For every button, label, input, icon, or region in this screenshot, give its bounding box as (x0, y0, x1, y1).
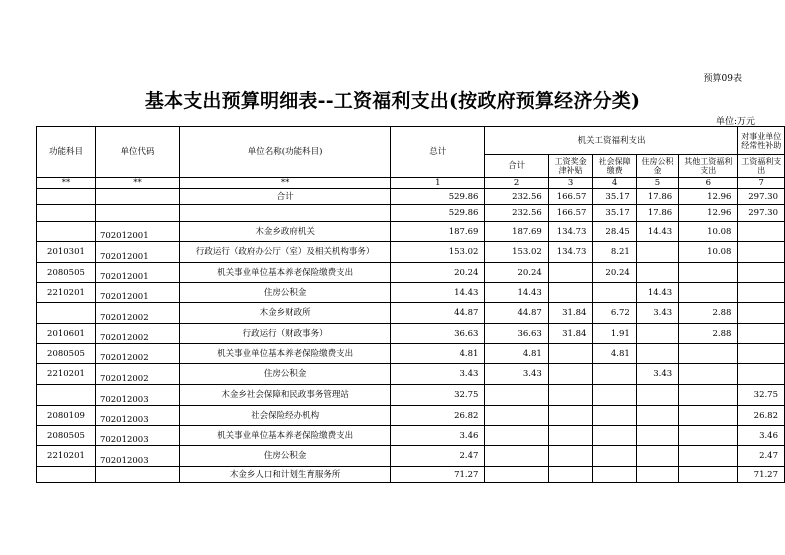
index-row (37, 178, 785, 189)
housing-cell: 14.43 (636, 222, 678, 242)
housing-cell: 3.43 (636, 303, 678, 324)
enterprise-cell (738, 242, 785, 263)
header-social: 社会保障缴费 (593, 155, 636, 178)
unit-name-cell: 住房公积金 (180, 446, 391, 467)
bonus-cell: 31.84 (548, 324, 593, 344)
table-row (37, 467, 785, 483)
header-name: 单位名称(功能科目) (180, 127, 391, 178)
other-cell (679, 406, 738, 426)
bonus-cell: 31.84 (548, 303, 593, 324)
func-code-cell (37, 205, 96, 222)
header-bonus: 工资奖金津补贴 (548, 155, 593, 178)
bonus-cell (548, 344, 593, 364)
header-total: 总计 (391, 127, 485, 178)
housing-cell (636, 446, 678, 467)
total-cell: 529.86 (391, 205, 485, 222)
header-func: 功能科目 (37, 127, 96, 178)
other-cell: 10.08 (679, 222, 738, 242)
subtotal-cell: 153.02 (485, 242, 548, 263)
header-code: 单位代码 (95, 127, 179, 178)
social-cell (593, 406, 636, 426)
enterprise-cell: 2.47 (738, 446, 785, 467)
report-ref-label: 预算09表 (703, 74, 742, 84)
social-cell: 35.17 (593, 189, 636, 205)
social-cell (593, 385, 636, 406)
page-title: 基本支出预算明细表--工资福利支出(按政府预算经济分类) (144, 90, 641, 112)
other-cell: 12.96 (679, 189, 738, 205)
index-cell: 3 (548, 178, 593, 189)
unit-name-cell: 机关事业单位基本养老保险缴费支出 (180, 263, 391, 283)
enterprise-cell: 32.75 (738, 385, 785, 406)
table-row (37, 406, 785, 426)
social-cell: 28.45 (593, 222, 636, 242)
unit-code-cell: 702012001 (95, 242, 179, 263)
total-cell: 2.47 (391, 446, 485, 467)
index-cell: 6 (679, 178, 738, 189)
header-enterprise-sub: 工资福利支出 (738, 155, 785, 178)
func-code-cell (37, 189, 96, 205)
func-code-cell (37, 222, 96, 242)
subtotal-cell: 3.43 (485, 364, 548, 385)
social-cell (593, 283, 636, 303)
unit-name-cell: 木金乡财政所 (180, 303, 391, 324)
unit-code-cell: 702012003 (95, 406, 179, 426)
other-cell (679, 426, 738, 446)
enterprise-cell (738, 344, 785, 364)
enterprise-cell (738, 303, 785, 324)
unit-code-cell: 702012002 (95, 324, 179, 344)
social-cell (593, 364, 636, 385)
housing-cell (636, 344, 678, 364)
bonus-cell (548, 446, 593, 467)
header-group: 机关工资福利支出 (485, 127, 738, 155)
unit-name-cell: 行政运行（政府办公厅（室）及相关机构事务） (180, 242, 391, 263)
subtotal-cell (485, 426, 548, 446)
index-cell: 4 (593, 178, 636, 189)
index-cell: 7 (738, 178, 785, 189)
total-cell: 14.43 (391, 283, 485, 303)
bonus-cell (548, 263, 593, 283)
total-cell: 32.75 (391, 385, 485, 406)
header-other: 其他工资福利支出 (679, 155, 738, 178)
func-code-cell (37, 385, 96, 406)
enterprise-cell: 297.30 (738, 189, 785, 205)
housing-cell (636, 385, 678, 406)
subtotal-cell: 4.81 (485, 344, 548, 364)
subtotal-cell: 232.56 (485, 189, 548, 205)
total-cell: 187.69 (391, 222, 485, 242)
housing-cell: 17.86 (636, 189, 678, 205)
unit-name-cell: 木金乡人口和计划生育服务所 (180, 467, 391, 483)
bonus-cell: 134.73 (548, 222, 593, 242)
other-cell: 2.88 (679, 324, 738, 344)
subtotal-cell (485, 446, 548, 467)
func-code-cell: 2080505 (37, 426, 96, 446)
other-cell (679, 263, 738, 283)
unit-code-cell: 702012002 (95, 344, 179, 364)
unit-code-cell: 702012002 (95, 364, 179, 385)
housing-cell (636, 406, 678, 426)
table-row (37, 446, 785, 467)
social-cell: 20.24 (593, 263, 636, 283)
other-cell (679, 446, 738, 467)
enterprise-cell (738, 222, 785, 242)
housing-cell: 17.86 (636, 205, 678, 222)
social-cell: 4.81 (593, 344, 636, 364)
table-row (37, 385, 785, 406)
unit-code-cell: 702012001 (95, 283, 179, 303)
bonus-cell: 166.57 (548, 205, 593, 222)
subtotal-cell: 14.43 (485, 283, 548, 303)
table-row (37, 324, 785, 344)
housing-cell (636, 242, 678, 263)
total-cell: 26.82 (391, 406, 485, 426)
enterprise-cell (738, 283, 785, 303)
index-cell: ** (95, 178, 179, 189)
func-code-cell: 2010301 (37, 242, 96, 263)
table-row (37, 364, 785, 385)
enterprise-cell: 3.46 (738, 426, 785, 446)
header-sub-total: 合计 (485, 155, 548, 178)
unit-name-cell: 机关事业单位基本养老保险缴费支出 (180, 344, 391, 364)
other-cell: 2.88 (679, 303, 738, 324)
bonus-cell (548, 385, 593, 406)
other-cell (679, 385, 738, 406)
table-row (37, 283, 785, 303)
header-housing: 住房公积金 (636, 155, 678, 178)
other-cell (679, 344, 738, 364)
budget-table (36, 126, 785, 483)
table-row (37, 426, 785, 446)
total-cell: 4.81 (391, 344, 485, 364)
housing-cell (636, 467, 678, 483)
index-cell: ** (180, 178, 391, 189)
other-cell: 10.08 (679, 242, 738, 263)
housing-cell: 14.43 (636, 283, 678, 303)
other-cell (679, 283, 738, 303)
func-code-cell: 2080505 (37, 263, 96, 283)
unit-name-cell: 合计 (180, 189, 391, 205)
other-cell (679, 364, 738, 385)
subtotal-cell: 20.24 (485, 263, 548, 283)
unit-code-cell: 702012001 (95, 222, 179, 242)
unit-code-cell (95, 205, 179, 222)
table-row (37, 222, 785, 242)
unit-code-cell: 702012003 (95, 446, 179, 467)
unit-name-cell: 住房公积金 (180, 364, 391, 385)
func-code-cell: 2210201 (37, 446, 96, 467)
total-cell: 3.43 (391, 364, 485, 385)
subtotal-cell: 44.87 (485, 303, 548, 324)
unit-name-cell: 木金乡政府机关 (180, 222, 391, 242)
unit-name-cell (180, 205, 391, 222)
subtotal-cell: 187.69 (485, 222, 548, 242)
table-row (37, 344, 785, 364)
bonus-cell (548, 467, 593, 483)
index-cell: ** (37, 178, 96, 189)
index-cell: 1 (391, 178, 485, 189)
housing-cell (636, 263, 678, 283)
bonus-cell: 166.57 (548, 189, 593, 205)
housing-cell: 3.43 (636, 364, 678, 385)
enterprise-cell (738, 324, 785, 344)
table-row (37, 189, 785, 205)
unit-label: 单位:万元 (715, 117, 755, 127)
subtotal-cell (485, 406, 548, 426)
total-cell: 20.24 (391, 263, 485, 283)
table-row (37, 303, 785, 324)
enterprise-cell: 71.27 (738, 467, 785, 483)
func-code-cell: 2210201 (37, 283, 96, 303)
func-code-cell: 2210201 (37, 364, 96, 385)
table-row (37, 205, 785, 222)
unit-code-cell: 702012002 (95, 303, 179, 324)
header-enterprise: 对事业单位经常性补助 (738, 127, 785, 155)
table-row (37, 242, 785, 263)
bonus-cell (548, 364, 593, 385)
social-cell: 1.91 (593, 324, 636, 344)
enterprise-cell (738, 263, 785, 283)
unit-code-cell (95, 189, 179, 205)
unit-name-cell: 社会保险经办机构 (180, 406, 391, 426)
subtotal-cell (485, 385, 548, 406)
social-cell (593, 467, 636, 483)
enterprise-cell: 26.82 (738, 406, 785, 426)
total-cell: 153.02 (391, 242, 485, 263)
total-cell: 529.86 (391, 189, 485, 205)
index-cell: 2 (485, 178, 548, 189)
enterprise-cell (738, 364, 785, 385)
subtotal-cell (485, 467, 548, 483)
unit-name-cell: 住房公积金 (180, 283, 391, 303)
social-cell (593, 426, 636, 446)
func-code-cell (37, 467, 96, 483)
subtotal-cell: 232.56 (485, 205, 548, 222)
housing-cell (636, 324, 678, 344)
other-cell: 12.96 (679, 205, 738, 222)
bonus-cell (548, 283, 593, 303)
unit-name-cell: 行政运行（财政事务） (180, 324, 391, 344)
func-code-cell: 2080505 (37, 344, 96, 364)
unit-code-cell (95, 467, 179, 483)
unit-name-cell: 机关事业单位基本养老保险缴费支出 (180, 426, 391, 446)
func-code-cell: 2080109 (37, 406, 96, 426)
func-code-cell: 2010601 (37, 324, 96, 344)
subtotal-cell: 36.63 (485, 324, 548, 344)
bonus-cell: 134.73 (548, 242, 593, 263)
enterprise-cell: 297.30 (738, 205, 785, 222)
index-cell: 5 (636, 178, 678, 189)
unit-code-cell: 702012003 (95, 426, 179, 446)
social-cell: 35.17 (593, 205, 636, 222)
unit-code-cell: 702012001 (95, 263, 179, 283)
social-cell (593, 446, 636, 467)
other-cell (679, 467, 738, 483)
bonus-cell (548, 426, 593, 446)
unit-code-cell: 702012003 (95, 385, 179, 406)
social-cell: 8.21 (593, 242, 636, 263)
total-cell: 44.87 (391, 303, 485, 324)
housing-cell (636, 426, 678, 446)
total-cell: 71.27 (391, 467, 485, 483)
total-cell: 36.63 (391, 324, 485, 344)
func-code-cell (37, 303, 96, 324)
bonus-cell (548, 406, 593, 426)
social-cell: 6.72 (593, 303, 636, 324)
total-cell: 3.46 (391, 426, 485, 446)
table-row (37, 263, 785, 283)
unit-name-cell: 木金乡社会保障和民政事务管理站 (180, 385, 391, 406)
